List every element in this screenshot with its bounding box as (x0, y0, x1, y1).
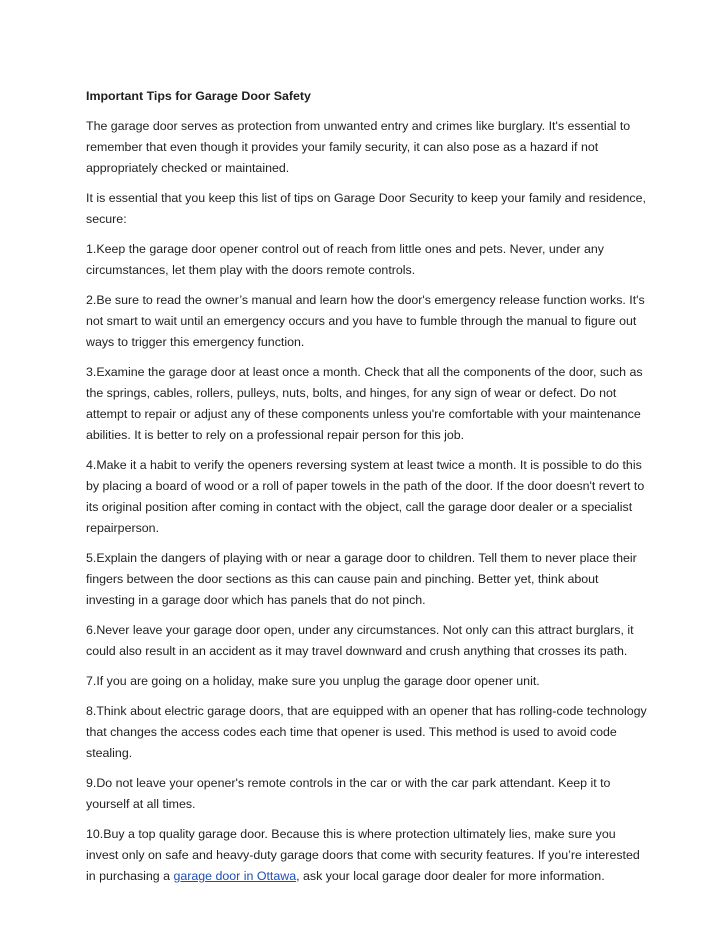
tip-8: 8.Think about electric garage doors, that are equipped with an opener that has rolling-code technology that changes the access codes each time that opener is used. This method is used to avoid code stealing. (86, 704, 647, 760)
garage-door-ottawa-link[interactable]: garage door in Ottawa (173, 869, 297, 883)
tip-3: 3.Examine the garage door at least once a month. Check that all the components of the door, such as the springs, cables, rollers, pulleys, nuts, bolts, and hinges, for any sign of wear or defect. Do not attempt to repair or adjust any of these components unless you're comfortable with your maintenance abilities. It is better to rely on a professional repair person for this job. (86, 365, 643, 442)
tip-2: 2.Be sure to read the owner’s manual and learn how the door's emergency release function works. It's not smart to wait until an emergency occurs and you have to fumble through the manual to figure out ways to trigger this emergency function. (86, 293, 645, 349)
paragraph-list-intro: It is essential that you keep this list of tips on Garage Door Security to keep your family and residence, secure: (86, 191, 646, 226)
tip-10-text-before-link: 10.Buy a top quality garage door. Because this is where protection ultimately lies, make sure you invest only on safe and heavy-duty garage doors that come with security features. If you’re interested in purchasing a (86, 827, 640, 883)
paragraph-intro: The garage door serves as protection from unwanted entry and crimes like burglary. It's essential to remember that even though it provides your family security, it can also pose as a hazard if not appropriately checked or maintained. (86, 119, 631, 175)
tip-7: 7.If you are going on a holiday, make sure you unplug the garage door opener unit. (86, 674, 540, 688)
tip-10 (86, 824, 650, 887)
tip-1: 1.Keep the garage door opener control out of reach from little ones and pets. Never, under any circumstances, let them play with the doors remote controls. (86, 242, 604, 277)
tip-10-text-after-link: , ask your local garage door dealer for more information. (296, 869, 605, 883)
tip-4: 4.Make it a habit to verify the openers reversing system at least twice a month. It is possible to do this by placing a board of wood or a roll of paper towels in the path of the door. If the door doesn't revert to its original position after coming in contact with the object, call the garage door dealer or a specialist repairperson. (86, 458, 645, 535)
tip-6: 6.Never leave your garage door open, under any circumstances. Not only can this attract burglars, it could also result in an accident as it may travel downward and crush anything that crosses its path. (86, 623, 634, 658)
tip-5: 5.Explain the dangers of playing with or near a garage door to children. Tell them to never place their fingers between the door sections as this can cause pain and pinching. Better yet, think about investing in a garage door which has panels that do not pinch. (86, 551, 637, 607)
document-title: Important Tips for Garage Door Safety (86, 89, 311, 103)
tip-9: 9.Do not leave your opener's remote controls in the car or with the car park attendant. Keep it to yourself at all times. (86, 776, 611, 811)
